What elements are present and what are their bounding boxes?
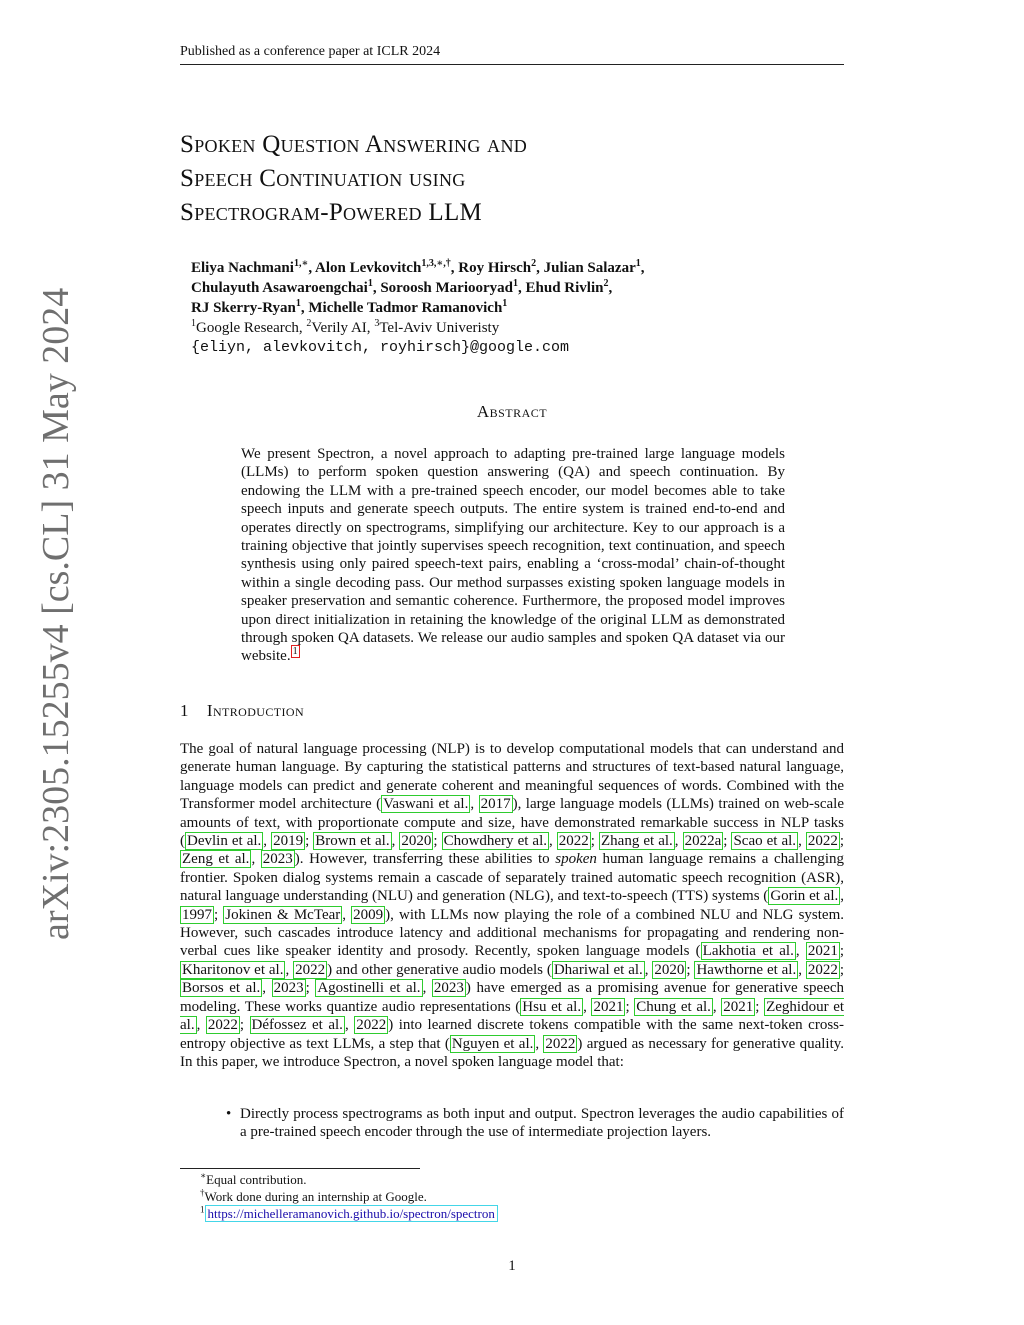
author-affiliation-mark: 1,∗	[293, 258, 309, 269]
citation-link[interactable]: Borsos et al.	[182, 980, 261, 997]
citation-link[interactable]: 2009	[353, 906, 384, 923]
author-affiliation-mark: 1	[367, 278, 373, 289]
citation-link[interactable]: Brown et al.	[315, 833, 390, 850]
affiliation-name: Verily AI,	[311, 320, 375, 336]
citation-link[interactable]: 2021	[723, 998, 754, 1015]
author-name: Julian Salazar	[543, 260, 636, 276]
author-names-line-2: Chulayuth Asawaroengchai$^1$, Soroosh Mariooryad$^1$, Ehud Rivlin$^2$,	[191, 278, 613, 296]
citation-link[interactable]: 2020	[654, 961, 685, 978]
abstract-body: We present Spectron, a novel approach to adapting pre-trained large language models (LLMs) to perform spoken question answering (QA) and speech continuation. By endowing the LLM with a pre-trained speech encoder, our model becomes able to take speech inputs and generate speech outputs. The entire system is trained end-to-end and operates directly on spectrograms, simplifying our architecture. Key to our approach is a training objective that jointly supervises speech recognition, text continuation, and speech synthesis using only paired speech-text pairs, enabling a ‘cross-modal’ chain-of-thought within a single decoding pass. Our method surpasses existing spoken language models in speaker preservation and semantic coherence. Furthermore, the proposed model improves upon direct initialization in retaining the knowledge of the original LLM as demonstrated through spoken QA datasets. We release our audio samples and spoken QA dataset via our website. $^1$	[241, 446, 785, 665]
citation-link[interactable]: 2022a	[684, 833, 722, 850]
author-block	[191, 258, 851, 358]
citation-link[interactable]: 2022	[545, 1035, 576, 1052]
abstract-heading: Abstract	[476, 402, 548, 421]
affiliation-name: Google Research,	[196, 320, 307, 336]
contribution-list	[220, 1105, 844, 1142]
author-affiliation-mark: 2	[531, 258, 537, 269]
citation-link[interactable]: 2021	[807, 943, 838, 960]
citation-link[interactable]: Zeghidour et al.	[180, 998, 845, 1034]
contribution-item: • Directly process spectrograms as both input and output. Spectron leverages the audio capabilities of a pre-trained speech encoder through the use of intermediate projection layers.	[220, 1105, 844, 1142]
citation-link[interactable]: Scao et al.	[733, 833, 797, 850]
emphasis: spoken	[555, 851, 597, 868]
citation-link[interactable]: Kharitonov et al.	[182, 961, 284, 978]
author-name: Chulayuth Asawaroengchai	[191, 280, 368, 296]
author-emails: {eliyn, alevkovitch, royhirsch}@google.com	[191, 339, 570, 356]
citation-link[interactable]: 1997	[182, 906, 212, 923]
citation-link[interactable]: Chowdhery et al.	[443, 833, 548, 850]
citation-link[interactable]: 2022	[356, 1017, 387, 1034]
author-affiliation-mark: 1	[502, 298, 508, 309]
title-line-3: Spectrogram-Powered LLM	[180, 199, 483, 226]
section-heading-introduction: 1 Introduction	[180, 701, 305, 720]
citation-link[interactable]: 2022	[807, 833, 838, 850]
running-header: Published as a conference paper at ICLR 2024	[180, 44, 844, 65]
footnote	[200, 1188, 840, 1205]
author-affiliation-mark: 1	[513, 278, 518, 289]
introduction-body: The goal of natural language processing (NLP) is to develop computational models that can understand and generate human language. By capturing the statistical patterns and structures of text-based natural language, language models can predict and generate coherent and meaningful sequences of words. Combined with the Transformer model architecture ( Vaswani et al. , 2017 ), large language models (LLMs) trained on web-scale amounts of text, with proportionate compute and size, have demonstrated remarkable success in NLP tasks ( Devlin et al. , 2019 ; Brown et al. , 2020 ; Chowdhery et al. , 2022 ; Zhang et al. , 2022a ; Scao et al. , 2022 ; Zeng et al. , 2023 ). However, transferring these abilities to spoken human language remains a challenging frontier. Spoken dialog systems remain a cascade of separately trained automatic speech recognition (ASR), natural language understanding (NLU) and generation (NLG), and text-to-speech (TTS) systems ( Gorin et al. , 1997 ; Jokinen & McTear , 2009 ), with LLMs now playing the role of a combined NLU and NLG system. However, such cascades introduce latency and additional mechanisms for propagating and rendering non-verbal cues like speaker identity and prosody. Recently, spoken language models ( Lakhotia et al. , 2021 ; Kharitonov et al. , 2022 ) and other generative audio models ( Dhariwal et al. , 2020 ; Hawthorne et al. , 2022 ; Borsos et al. , 2023 ; Agostinelli et al. , 2023 ) have emerged as a promising avenue for generative speech modeling. These works quantize audio representations ( Hsu et al. , 2021 ; Chung et al. , 2021 ; Zeghidour et al. , 2022 ; Défossez et al. , 2022 ) into learned discrete tokens compatible with the same next-token cross-entropy objective as text LLMs, a step that ( Nguyen et al. , 2022 ) argued as necessary for generative quality. In this paper, we introduce Spectron, a novel spoken language model that:	[180, 741, 845, 1070]
citation-link[interactable]: Lakhotia et al.	[702, 943, 794, 960]
citation-link[interactable]: 2019	[273, 833, 304, 850]
arxiv-identifier: arXiv:2305.15255v4 [cs.CL] 31 May 2024	[35, 287, 77, 940]
paper-title	[180, 128, 860, 230]
citation-link[interactable]: Vaswani et al.	[383, 796, 469, 813]
author-name: Alon Levkovitch	[315, 260, 422, 276]
author-names-line-1: Eliya Nachmani$^{1,∗}$, Alon Levkovitch$^{1,3,∗,\dagger}$, Roy Hirsch$^2$, Julian Salazar$^1$,	[191, 258, 645, 276]
author-name: RJ Skerry-Ryan	[191, 300, 296, 316]
citation-link[interactable]: 2017	[480, 796, 511, 813]
author-name: Eliya Nachmani	[191, 260, 294, 276]
author-name: Soroosh Mariooryad	[380, 280, 513, 296]
citation-link[interactable]: Chung et al.	[636, 998, 711, 1015]
citation-link[interactable]: Dhariwal et al.	[553, 961, 643, 978]
author-affiliation-mark: 1	[635, 258, 641, 269]
citation-link[interactable]: 2020	[401, 833, 432, 850]
citation-link[interactable]: Hsu et al.	[522, 998, 582, 1015]
citation-link[interactable]: Jokinen & McTear	[225, 906, 341, 923]
affiliation-mark: 3	[374, 318, 380, 329]
author-affiliation-mark: 1	[295, 298, 301, 309]
project-website-link[interactable]: https://michelleramanovich.github.io/spectron/spectron	[205, 1205, 498, 1222]
citation-link[interactable]: 2021	[593, 998, 624, 1015]
affiliation-name: Tel-Aviv Univeristy	[379, 320, 500, 336]
footnote-link[interactable]: 1	[292, 646, 298, 658]
title-line-1: Spoken Question Answering and	[180, 131, 528, 158]
footnote	[200, 1205, 840, 1222]
citation-link[interactable]: Agostinelli et al.	[317, 980, 421, 997]
citation-link[interactable]: Nguyen et al.	[451, 1035, 534, 1052]
footnotes	[200, 1171, 840, 1222]
citation-link[interactable]: Zeng et al.	[182, 851, 250, 868]
citation-link[interactable]: 2023	[433, 980, 464, 997]
author-name: Michelle Tadmor Ramanovich	[308, 300, 503, 316]
citation-link[interactable]: Zhang et al.	[601, 833, 673, 850]
author-name: Roy Hirsch	[458, 260, 532, 276]
author-name: Ehud Rivlin	[525, 280, 604, 296]
title-line-2: Speech Continuation using	[180, 165, 466, 192]
citation-link[interactable]: Devlin et al.	[187, 833, 262, 850]
affiliation-mark: 2	[306, 318, 312, 329]
author-names-line-3: RJ Skerry-Ryan$^1$, Michelle Tadmor Ramanovich$^1$	[191, 298, 508, 316]
footnote-rule	[180, 1168, 420, 1169]
citation-link[interactable]: 2022	[295, 961, 326, 978]
citation-link[interactable]: 2023	[262, 851, 293, 868]
citation-link[interactable]: Hawthorne et al.	[696, 961, 797, 978]
citation-link[interactable]: 2022	[207, 1017, 238, 1034]
affiliations	[191, 318, 851, 338]
footnote-text: Equal contribution.	[206, 1172, 307, 1187]
footnote	[200, 1171, 840, 1188]
footnote-mark: ∗	[200, 1170, 207, 1181]
citation-link[interactable]: 2022	[558, 833, 589, 850]
footnote-mark: †	[200, 1187, 205, 1198]
footnote-text: Work done during an internship at Google.	[204, 1189, 427, 1204]
citation-link[interactable]: Gorin et al.	[770, 888, 839, 905]
page-number: 1	[508, 1258, 516, 1274]
citation-link[interactable]: 2022	[807, 961, 838, 978]
footnote-mark: 1	[200, 1204, 205, 1215]
citation-link[interactable]: Défossez et al.	[251, 1017, 343, 1034]
affiliation-mark: 1	[191, 318, 196, 329]
author-affiliation-mark: 2	[603, 278, 609, 289]
author-affiliation-mark: 1,3,∗,†	[421, 258, 451, 269]
citation-link[interactable]: 2023	[273, 980, 304, 997]
